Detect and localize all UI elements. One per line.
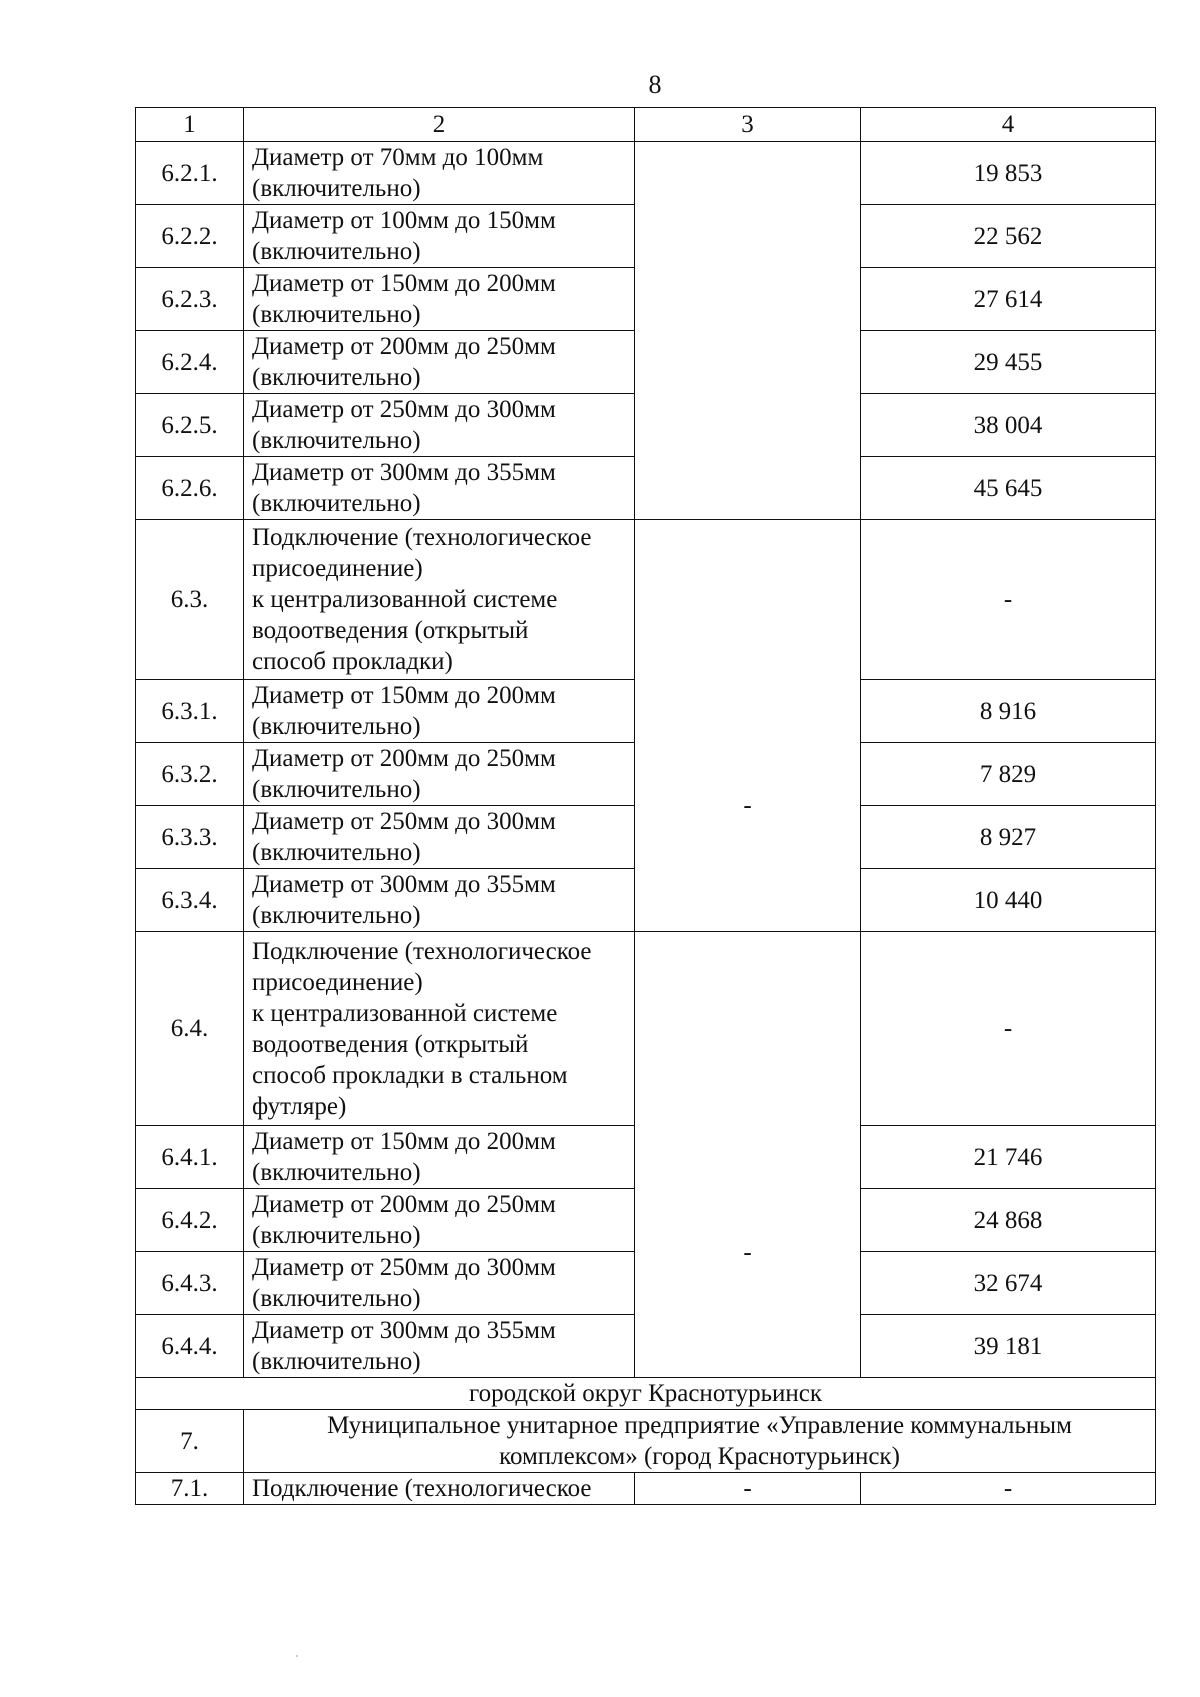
description-line: футляре) — [252, 1092, 347, 1120]
description-line: присоединение) — [252, 555, 423, 582]
description-line: (включительно) — [252, 1285, 421, 1312]
item-number: 6.2.4. — [136, 331, 244, 394]
item-number: 6.4.1. — [136, 1126, 244, 1189]
tariff-table — [135, 107, 1156, 1505]
item-description — [244, 680, 635, 743]
description-line: (включительно) — [252, 175, 421, 202]
item-number: 6.2.2. — [136, 205, 244, 268]
item-value: 29 455 — [861, 331, 1156, 394]
description-line: Диаметр от 250мм до 300мм — [252, 1254, 556, 1281]
description-line: (включительно) — [252, 490, 421, 517]
item-description — [244, 520, 635, 680]
table-row — [136, 1473, 1156, 1505]
item-description: Подключение (технологическое — [244, 1473, 635, 1505]
item-value: 8 916 — [861, 680, 1156, 743]
item-number: 6.2.1. — [136, 142, 244, 205]
item-value: 24 868 — [861, 1189, 1156, 1252]
item-number: 6.2.3. — [136, 268, 244, 331]
item-value: 19 853 — [861, 142, 1156, 205]
item-col3: - — [635, 1473, 861, 1505]
description-line: (включительно) — [252, 1222, 421, 1249]
description-line: (включительно) — [252, 238, 421, 265]
table-row — [136, 142, 1156, 205]
item-value: 39 181 — [861, 1315, 1156, 1378]
item-value: - — [861, 932, 1156, 1126]
item-description — [244, 1126, 635, 1189]
item-value: - — [861, 1473, 1156, 1505]
description-line: водоотведения (открытый — [252, 1030, 529, 1058]
merged-col3-cell — [635, 142, 861, 520]
col3-dash: - — [743, 1238, 752, 1266]
item-description — [244, 268, 635, 331]
description-line: (включительно) — [252, 427, 421, 454]
item-description — [244, 457, 635, 520]
item-number: 6.2.6. — [136, 457, 244, 520]
description-line: Диаметр от 250мм до 300мм — [252, 808, 556, 835]
description-line: (включительно) — [252, 713, 421, 740]
scan-speck — [296, 1655, 298, 1657]
description-line: способ прокладки) — [252, 648, 453, 675]
header-col-3: 3 — [635, 108, 861, 142]
item-description — [244, 1315, 635, 1378]
col3-dash: - — [743, 792, 752, 819]
item-number: 6.3.4. — [136, 869, 244, 932]
description-line: (включительно) — [252, 1348, 421, 1375]
item-number: 6.4. — [136, 932, 244, 1126]
item-number: 6.4.3. — [136, 1252, 244, 1315]
item-description — [244, 1189, 635, 1252]
header-row — [136, 108, 1156, 142]
description-line: Диаметр от 300мм до 355мм — [252, 459, 556, 486]
item-description — [244, 743, 635, 806]
table-row — [136, 520, 1156, 680]
merged-col3-cell — [635, 520, 861, 932]
item-description — [244, 205, 635, 268]
item-number: 6.3.1. — [136, 680, 244, 743]
description-line: (включительно) — [252, 776, 421, 803]
item-description — [244, 806, 635, 869]
description-line: способ прокладки в стальном — [252, 1061, 568, 1089]
description-line: Диаметр от 150мм до 200мм — [252, 270, 556, 297]
item-number: 6.3. — [136, 520, 244, 680]
description-line: (включительно) — [252, 839, 421, 866]
description-line: Диаметр от 300мм до 355мм — [252, 1317, 556, 1344]
description-line: к централизованной системе — [252, 999, 558, 1027]
item-value: 38 004 — [861, 394, 1156, 457]
description-line: (включительно) — [252, 1159, 421, 1186]
description-line: (включительно) — [252, 902, 421, 929]
header-col-4: 4 — [861, 108, 1156, 142]
item-value: 27 614 — [861, 268, 1156, 331]
description-line: Диаметр от 250мм до 300мм — [252, 396, 556, 423]
table-row — [136, 932, 1156, 1126]
item-number: 7. — [136, 1410, 244, 1473]
item-number: 6.4.4. — [136, 1315, 244, 1378]
description-line: Диаметр от 200мм до 250мм — [252, 1191, 556, 1218]
description-line: Диаметр от 150мм до 200мм — [252, 682, 556, 709]
item-description — [244, 142, 635, 205]
item-value: 10 440 — [861, 869, 1156, 932]
item-description — [244, 932, 635, 1126]
item-number: 6.2.5. — [136, 394, 244, 457]
description-line: Диаметр от 70мм до 100мм — [252, 144, 544, 171]
description-line: Диаметр от 100мм до 150мм — [252, 207, 556, 234]
tariff-table-body — [136, 108, 1156, 1505]
section-title: городской округ Краснотурьинск — [136, 1378, 1156, 1410]
section-row — [136, 1378, 1156, 1410]
description-line: присоединение) — [252, 968, 423, 996]
item-description — [244, 869, 635, 932]
item-value: 21 746 — [861, 1126, 1156, 1189]
description-line: Диаметр от 150мм до 200мм — [252, 1128, 556, 1155]
description-line: (включительно) — [252, 364, 421, 391]
description-line: Подключение (технологическое — [252, 524, 592, 551]
merged-col3-cell — [635, 932, 861, 1378]
item-value: 8 927 — [861, 806, 1156, 869]
item-description — [244, 394, 635, 457]
item-number: 6.4.2. — [136, 1189, 244, 1252]
table-row — [136, 1410, 1156, 1473]
description-line: комплексом» (город Краснотурьинск) — [499, 1443, 900, 1470]
description-line: (включительно) — [252, 301, 421, 328]
organization-name — [244, 1410, 1156, 1473]
item-number: 7.1. — [136, 1473, 244, 1505]
description-line: водоотведения (открытый — [252, 617, 529, 644]
item-value: 32 674 — [861, 1252, 1156, 1315]
description-line: Диаметр от 300мм до 355мм — [252, 871, 556, 898]
header-col-1: 1 — [136, 108, 244, 142]
description-line: Подключение (технологическое — [252, 937, 592, 965]
description-line: Муниципальное унитарное предприятие «Управление коммунальным — [327, 1412, 1072, 1439]
description-line: к централизованной системе — [252, 586, 558, 613]
page-number: 8 — [648, 70, 662, 99]
description-line: Диаметр от 200мм до 250мм — [252, 745, 556, 772]
description-line: Диаметр от 200мм до 250мм — [252, 333, 556, 360]
item-value: 7 829 — [861, 743, 1156, 806]
item-value: - — [861, 520, 1156, 680]
header-col-2: 2 — [244, 108, 635, 142]
item-value: 22 562 — [861, 205, 1156, 268]
item-description — [244, 1252, 635, 1315]
item-description — [244, 331, 635, 394]
item-value: 45 645 — [861, 457, 1156, 520]
item-number: 6.3.2. — [136, 743, 244, 806]
item-number: 6.3.3. — [136, 806, 244, 869]
